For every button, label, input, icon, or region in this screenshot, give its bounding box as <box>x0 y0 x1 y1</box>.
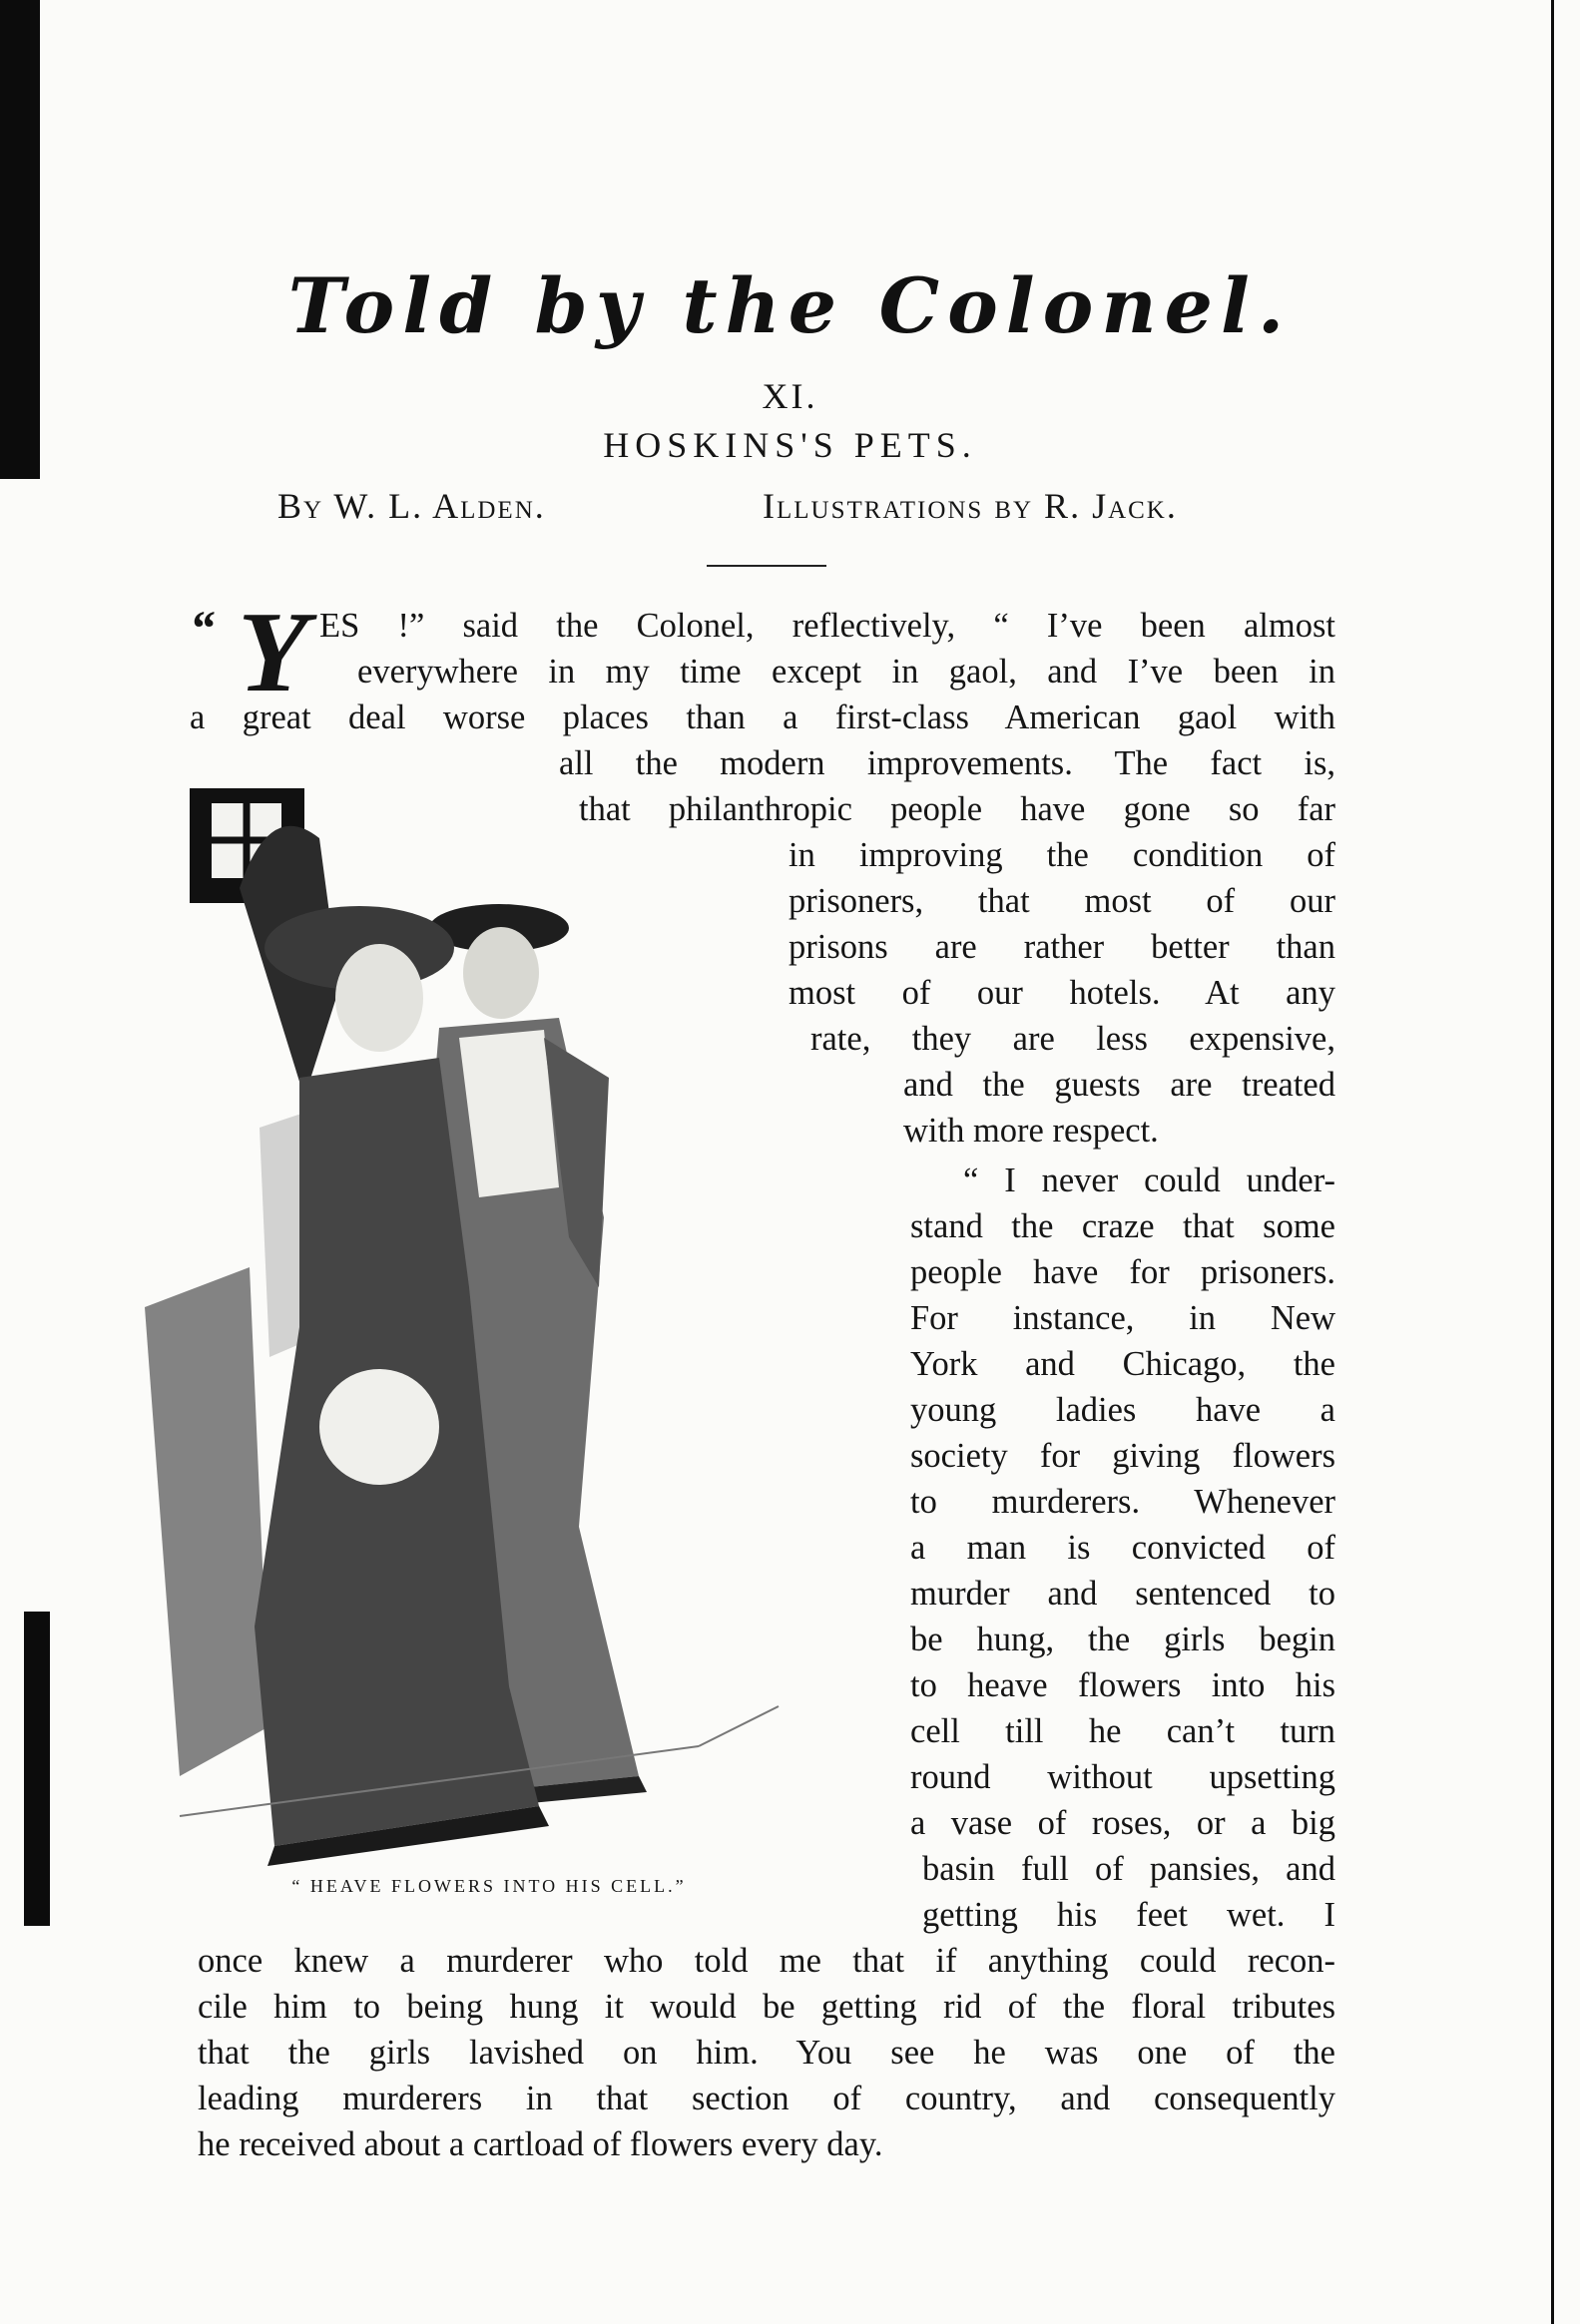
left-edge-mark-bottom <box>24 1612 50 1926</box>
text-line: For instance, in New <box>910 1299 1335 1337</box>
page-title: Told by the Colonel. <box>287 261 1293 350</box>
drop-cap-quote: “ <box>190 600 215 656</box>
text-line: all the modern improvements. The fact is, <box>559 744 1335 782</box>
text-line: a vase of roses, or a big <box>910 1804 1335 1842</box>
text-line: a man is convicted of <box>910 1529 1335 1567</box>
text-line: with more respect. <box>903 1112 1159 1150</box>
text-line: that the girls lavished on him. You see he was one of the <box>198 2034 1335 2072</box>
text-line: he received about a cartload of flowers every day. <box>198 2125 883 2163</box>
text-line: cell till he can’t turn <box>910 1712 1335 1750</box>
text-line: ES !” said the Colonel, reflectively, “ I’ve been almost <box>319 607 1335 645</box>
text-line: in improving the condition of <box>789 836 1335 874</box>
illustration-caption: “ HEAVE FLOWERS INTO HIS CELL.” <box>291 1876 687 1896</box>
text-line: be hung, the girls begin <box>910 1621 1335 1658</box>
text-line: cile him to being hung it would be getting rid of the floral tributes <box>198 1988 1335 2026</box>
text-line: basin full of pansies, and <box>922 1850 1335 1888</box>
text-line: stand the craze that some <box>910 1207 1335 1245</box>
text-line: prisoners, that most of our <box>789 882 1335 920</box>
chapter-subtitle: HOSKINS'S PETS. <box>603 425 977 465</box>
text-line: getting his feet wet. I <box>922 1896 1335 1934</box>
illustrator-byline: Illustrations by R. Jack. <box>763 486 1178 526</box>
text-line: everywhere in my time except in gaol, and I’ve been in <box>357 653 1335 691</box>
text-line: a great deal worse places than a first-class American gaol with <box>190 698 1335 736</box>
text-line: murder and sentenced to <box>910 1575 1335 1613</box>
text-line: prisons are rather better than <box>789 928 1335 966</box>
text-line: society for giving flowers <box>910 1437 1335 1475</box>
drop-cap-letter: Y <box>238 589 308 716</box>
chapter-numeral: XI. <box>762 376 818 416</box>
text-line: round without upsetting <box>910 1758 1335 1796</box>
text-line: most of our hotels. At any <box>789 974 1335 1012</box>
text-line: that philanthropic people have gone so far <box>579 790 1335 828</box>
text-line: to murderers. Whenever <box>910 1483 1335 1521</box>
text-line: York and Chicago, the <box>910 1345 1335 1383</box>
text-line: and the guests are treated <box>903 1066 1335 1104</box>
text-line: rate, they are less expensive, <box>810 1020 1335 1058</box>
text-line: once knew a murderer who told me that if anything could recon- <box>198 1942 1335 1980</box>
text-line: leading murderers in that section of country, and consequently <box>198 2080 1335 2117</box>
text-line: people have for prisoners. <box>910 1253 1335 1291</box>
text-line: young ladies have a <box>910 1391 1335 1429</box>
title-divider <box>707 565 826 567</box>
author-byline: By W. L. Alden. <box>277 486 546 526</box>
text-line: to heave flowers into his <box>910 1666 1335 1704</box>
text-line: “ I never could under- <box>963 1162 1335 1199</box>
